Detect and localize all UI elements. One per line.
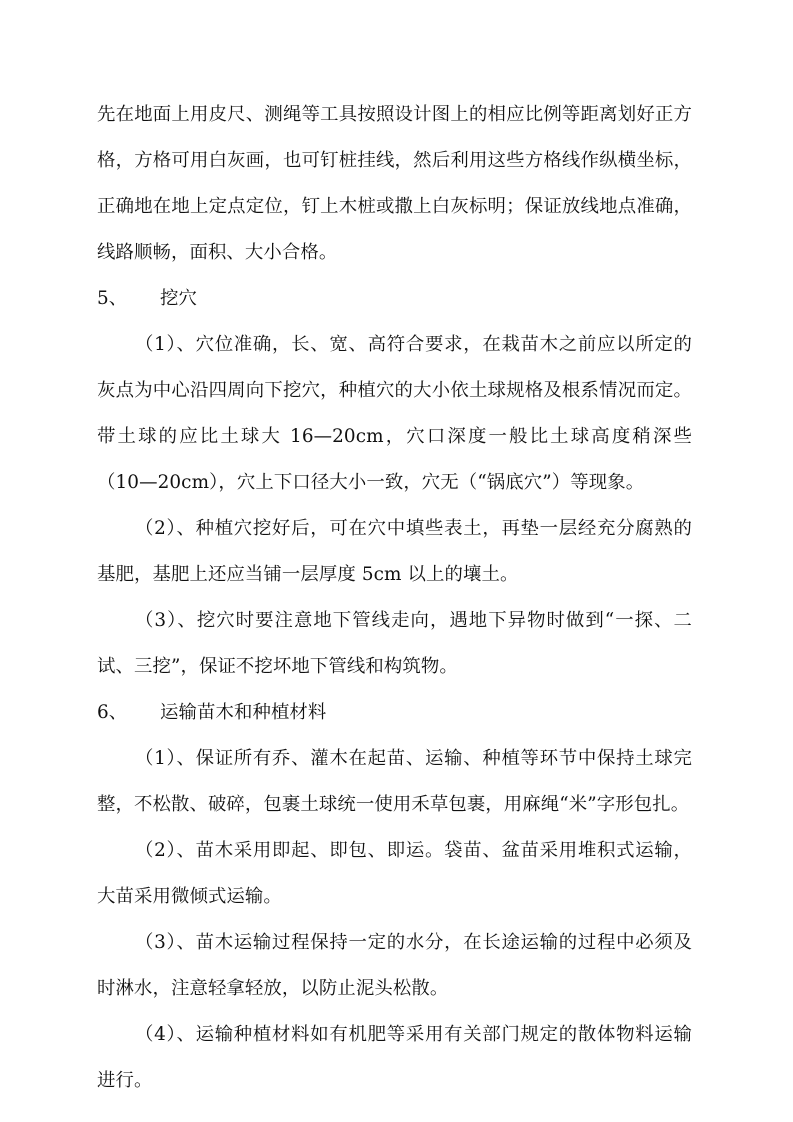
paragraph-line: 线路顺畅，面积、大小合格。 bbox=[97, 242, 338, 263]
paragraph-line: （3）、苗木运输过程保持一定的水分，在长途运输的过程中必须及 bbox=[135, 932, 692, 953]
paragraph-line: （1）、保证所有乔、灌木在起苗、运输、种植等环节中保持土球完 bbox=[135, 748, 692, 769]
paragraph-line: 格，方格可用白灰画，也可钉桩挂线，然后利用这些方格线作纵横坐标， bbox=[97, 150, 692, 171]
section-heading: 挖穴 bbox=[160, 288, 197, 309]
paragraph-line: 先在地面上用皮尺、测绳等工具按照设计图上的相应比例等距离划好正方 bbox=[97, 104, 692, 125]
paragraph-line: （4）、运输种植材料如有机肥等采用有关部门规定的散体物料运输 bbox=[135, 1024, 692, 1045]
paragraph-line: 时淋水，注意轻拿轻放，以防止泥头松散。 bbox=[97, 978, 449, 999]
section-number: 6、 bbox=[97, 702, 128, 723]
section-heading: 运输苗木和种植材料 bbox=[160, 702, 327, 723]
paragraph-line: 大苗采用微倾式运输。 bbox=[97, 886, 282, 907]
paragraph-line: 试、三挖”，保证不挖坏地下管线和构筑物。 bbox=[97, 656, 458, 677]
paragraph-line: （1）、穴位准确，长、宽、高符合要求，在栽苗木之前应以所定的 bbox=[135, 334, 692, 355]
paragraph-line: 进行。 bbox=[97, 1070, 153, 1091]
paragraph-line: 基肥，基肥上还应当铺一层厚度 5cm 以上的壤土。 bbox=[97, 564, 519, 585]
paragraph-line: （3）、挖穴时要注意地下管线走向，遇地下异物时做到“一探、二 bbox=[135, 610, 692, 631]
section-number: 5、 bbox=[97, 288, 128, 309]
paragraph-line: 带土球的应比土球大 16—20cm，穴口深度一般比土球高度稍深些 bbox=[97, 426, 692, 447]
paragraph-line: 整，不松散、破碎，包裹土球统一使用禾草包裹，用麻绳“米”字形包扎。 bbox=[97, 794, 690, 815]
paragraph-line: （2）、苗木采用即起、即包、即运。袋苗、盆苗采用堆积式运输， bbox=[135, 840, 692, 861]
paragraph-line: （2）、种植穴挖好后，可在穴中填些表土，再垫一层经充分腐熟的 bbox=[135, 518, 692, 539]
paragraph-line: （10—20cm），穴上下口径大小一致，穴无（“锅底穴”）等现象。 bbox=[97, 472, 645, 493]
paragraph-line: 灰点为中心沿四周向下挖穴，种植穴的大小依土球规格及根系情况而定。 bbox=[97, 380, 692, 401]
paragraph-line: 正确地在地上定点定位，钉上木桩或撒上白灰标明；保证放线地点准确， bbox=[97, 196, 692, 217]
